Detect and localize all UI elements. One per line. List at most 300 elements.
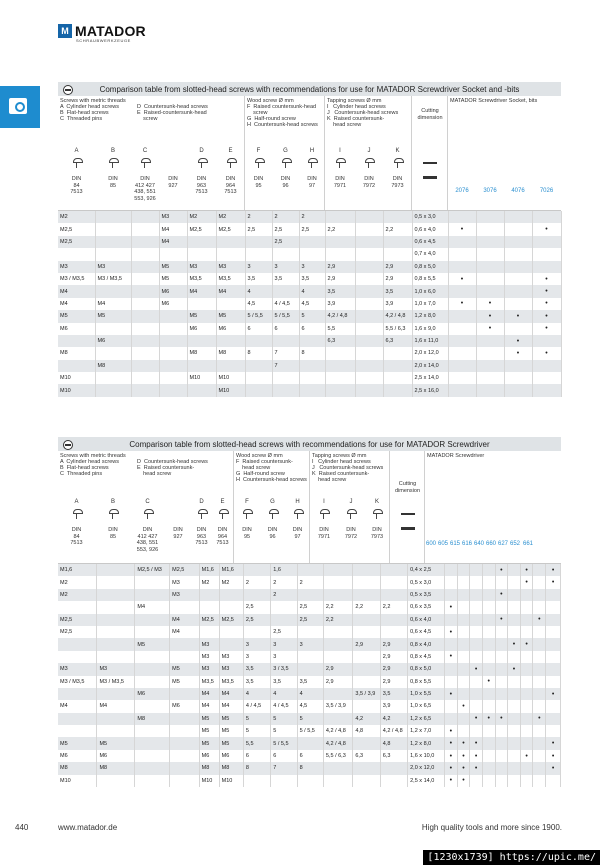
table-cell: M2,5 <box>219 614 243 626</box>
table-cell: 2,9 <box>383 273 412 285</box>
table-cell <box>95 285 131 297</box>
metric-group-legend <box>60 98 126 122</box>
din-standard: DIN 927 <box>173 527 183 540</box>
group-divider <box>244 96 245 210</box>
table-cell <box>520 589 533 601</box>
table-cell <box>482 688 495 700</box>
tapping-group-legend-line: J Countersunk-head screws <box>327 110 399 116</box>
table-cell <box>245 236 272 248</box>
table-cell: M5 <box>170 676 199 688</box>
table-cell <box>297 775 323 787</box>
table-cell: 2 <box>245 211 272 223</box>
table-cell <box>95 223 131 235</box>
table-cell <box>444 614 457 626</box>
table-cell: 2 <box>299 211 325 223</box>
table-cell <box>199 589 219 601</box>
table-cell <box>95 384 131 396</box>
table-row <box>58 335 561 347</box>
table-cell <box>495 638 508 650</box>
table-cell <box>297 663 323 675</box>
table-cell: M10 <box>216 384 245 396</box>
table-cell: • <box>532 323 561 335</box>
table-cell <box>495 601 508 613</box>
table-cell: 1,2 x 8,0 <box>408 737 445 749</box>
table-cell: M8 <box>216 347 245 359</box>
table-cell <box>58 360 95 372</box>
table-cell <box>325 248 355 260</box>
table-cell <box>520 663 533 675</box>
table-cell: M5 <box>187 310 216 322</box>
table-cell <box>323 626 352 638</box>
table-cell: M3,5 <box>219 676 243 688</box>
tapping-group-legend <box>327 98 398 128</box>
table-cell <box>470 626 483 638</box>
table-cell <box>323 651 352 663</box>
table-cell: M2 <box>58 576 97 588</box>
table-cell <box>323 638 352 650</box>
table-cell <box>532 360 561 372</box>
table-cell: 3,9 <box>325 298 355 310</box>
table-cell: • <box>532 285 561 297</box>
table-cell <box>546 663 561 675</box>
table-cell <box>380 762 407 774</box>
table-cell <box>470 651 483 663</box>
table-cell <box>457 725 470 737</box>
metric-group-legend-line: A Cylinder head screws <box>60 104 119 110</box>
table-cell: M10 <box>219 775 243 787</box>
table-cell: 1,6 x 10,0 <box>408 750 445 762</box>
din-standard: DIN 963 7513 <box>195 527 208 546</box>
table-cell: 2,5 <box>299 223 325 235</box>
table-cell <box>495 626 508 638</box>
table-cell <box>131 223 159 235</box>
table-cell: 4,8 <box>353 725 380 737</box>
table-cell: M5 <box>58 737 97 749</box>
table-cell: M4 <box>159 236 187 248</box>
tapping-group-legend <box>312 453 383 483</box>
table-cell <box>131 261 159 273</box>
screw-type-letter: F <box>245 499 249 505</box>
table-cell <box>457 626 470 638</box>
table-cell: M8 <box>187 347 216 359</box>
table-cell <box>476 211 504 223</box>
table-cell <box>508 737 521 749</box>
table-cell: 2,0 x 12,0 <box>408 762 445 774</box>
din-standard: DIN 412 427 438, 551 553, 926 <box>134 176 156 202</box>
table-cell: 3 <box>243 651 270 663</box>
table-socket-bits <box>58 82 561 397</box>
table-row <box>58 601 561 613</box>
table-cell: M10 <box>187 372 216 384</box>
tool-size-header: 600 <box>425 541 436 547</box>
table-cell <box>58 725 97 737</box>
table-cell <box>546 700 561 712</box>
table-cell: 8 <box>243 762 270 774</box>
table-cell: • <box>546 762 561 774</box>
din-standard: DIN 95 <box>242 527 252 540</box>
section-tab-socket-icon <box>0 86 40 128</box>
table-cell <box>131 335 159 347</box>
table-cell: 1,2 x 8,0 <box>412 310 448 322</box>
table-cell: M2,5 <box>58 223 95 235</box>
table-row <box>58 775 561 787</box>
table-cell <box>533 688 546 700</box>
table-cell <box>533 576 546 588</box>
table-cell: 5,5 / 6,3 <box>323 750 352 762</box>
table-cell: M3 <box>170 576 199 588</box>
table-cell: M3 <box>58 663 97 675</box>
table-cell <box>532 372 561 384</box>
tool-header: MATADOR Screwdriver Socket, bits <box>450 98 538 104</box>
table-cell: 2 <box>272 211 299 223</box>
table-cell: M3 <box>170 589 199 601</box>
table-cell <box>504 384 532 396</box>
table-cell <box>504 211 532 223</box>
table-cell: 4 <box>245 285 272 297</box>
group-divider <box>324 96 325 210</box>
table-cell: • <box>444 601 457 613</box>
table-cell: M2,5 / M3 <box>135 564 170 576</box>
footer-url[interactable]: www.matador.de <box>58 823 118 832</box>
screw-type-letter: K <box>374 499 379 505</box>
wood-group-legend-line: G Half-round screw <box>247 116 296 122</box>
screw-type-letter: H <box>309 148 315 154</box>
table-cell: • <box>457 775 470 787</box>
table-cell <box>297 626 323 638</box>
tool-size-header: 4076 <box>511 188 525 194</box>
screw-type-letter: B <box>110 499 115 505</box>
screw-type-letter: G <box>283 148 288 154</box>
table-cell <box>97 626 135 638</box>
screw-head-icon <box>226 158 236 168</box>
table-cell <box>97 638 135 650</box>
table-cell <box>476 384 504 396</box>
table-cell: M5 <box>58 310 95 322</box>
table-cell: M4 <box>97 700 135 712</box>
table-cell: 0,5 x 3,0 <box>412 211 448 223</box>
table-cell <box>448 285 476 297</box>
din-standard: DIN 85 <box>108 176 118 189</box>
table-cell <box>159 323 187 335</box>
table-cell: 5,5 <box>243 737 270 749</box>
table-cell <box>457 576 470 588</box>
screw-type-letter: E <box>228 148 233 154</box>
table-cell <box>95 248 131 260</box>
table-cell: M6 <box>97 750 135 762</box>
table-cell: M4 <box>219 688 243 700</box>
table-cell <box>457 713 470 725</box>
table-cell: M1,6 <box>58 564 97 576</box>
table-cell: 1,2 x 7,0 <box>408 725 445 737</box>
screw-head-icon <box>372 509 382 519</box>
din-standard: DIN 7972 <box>344 527 358 540</box>
table-cell: 2,5 <box>245 223 272 235</box>
table-cell <box>323 713 352 725</box>
screw-type-letter: D <box>199 148 204 154</box>
table-cell: • <box>520 638 533 650</box>
table-cell: • <box>444 737 457 749</box>
screw-head-icon <box>197 158 207 168</box>
table-cell: 6 <box>299 323 325 335</box>
table-cell: M2,5 <box>216 223 245 235</box>
table-cell <box>383 360 412 372</box>
table-cell <box>508 775 521 787</box>
table-cell <box>355 223 383 235</box>
table-cell <box>355 285 383 297</box>
table-cell <box>495 576 508 588</box>
table-cell <box>216 236 245 248</box>
table-cell: • <box>457 750 470 762</box>
table-cell: M3 <box>199 651 219 663</box>
brand-subtitle: SCHRAUBWERKZEUGE <box>76 38 131 43</box>
table-cell: • <box>444 762 457 774</box>
table-cell: 3,5 / 3,9 <box>353 688 380 700</box>
table-cell <box>97 589 135 601</box>
table-cell: 3,9 <box>380 700 407 712</box>
table-cell: M5 <box>97 737 135 749</box>
tool-size-header: 2076 <box>455 188 469 194</box>
table-cell: M3 / M3,5 <box>97 676 135 688</box>
table-cell <box>271 775 297 787</box>
table-cell <box>243 626 270 638</box>
table-cell <box>546 626 561 638</box>
table-cell: 4,5 <box>297 700 323 712</box>
table-cell: 2,5 <box>243 601 270 613</box>
table-cell <box>380 626 407 638</box>
table-cell: 3 <box>271 651 297 663</box>
table-cell: M3,5 <box>199 676 219 688</box>
table-cell <box>135 589 170 601</box>
table-cell: M3,5 <box>216 273 245 285</box>
metric-group-legend-2-line: D Countersunk-head screws <box>137 459 208 465</box>
table-cell: 0,6 x 4,0 <box>412 223 448 235</box>
din-standard: DIN 97 <box>307 176 317 189</box>
table-cell <box>299 360 325 372</box>
table-cell <box>482 700 495 712</box>
table-cell <box>131 347 159 359</box>
screw-head-icon <box>346 509 356 519</box>
din-standard: DIN 96 <box>267 527 278 540</box>
table-cell: 4,2 / 4,8 <box>325 310 355 322</box>
table-cell: 6,3 <box>383 335 412 347</box>
table-cell <box>520 626 533 638</box>
table-row <box>58 762 561 774</box>
table-cell <box>216 335 245 347</box>
table-cell: M5 <box>199 725 219 737</box>
cut-line: Cutting <box>421 108 439 114</box>
table-cell: • <box>508 638 521 650</box>
table-cell <box>135 762 170 774</box>
table-cell <box>355 236 383 248</box>
table-cell <box>495 750 508 762</box>
table-cell: M5 <box>159 261 187 273</box>
table-cell: 0,8 x 5,5 <box>412 273 448 285</box>
table-cell <box>476 236 504 248</box>
table-cell <box>131 298 159 310</box>
table-cell: 5 <box>297 713 323 725</box>
din-standard: DIN 97 <box>292 527 303 540</box>
table-cell <box>272 285 299 297</box>
table-cell: 4 <box>243 688 270 700</box>
table-cell <box>380 576 407 588</box>
table-cell <box>95 372 131 384</box>
table-cell: • <box>448 298 476 310</box>
table-cell: 4 <box>299 285 325 297</box>
table-cell <box>355 384 383 396</box>
blade-thickness-icon <box>401 527 415 530</box>
table-cell: • <box>504 335 532 347</box>
table-cell <box>457 676 470 688</box>
table-cell <box>272 372 299 384</box>
table-cell <box>495 700 508 712</box>
table-cell <box>355 273 383 285</box>
table-cell <box>58 688 97 700</box>
table-cell <box>325 360 355 372</box>
table-cell <box>508 651 521 663</box>
table-cell <box>353 737 380 749</box>
table-cell: 4,2 / 4,8 <box>383 310 412 322</box>
table-header <box>58 451 561 564</box>
table-cell: 4,5 <box>299 298 325 310</box>
table-cell <box>353 626 380 638</box>
table-cell: 5 / 5,5 <box>245 310 272 322</box>
table-cell <box>508 713 521 725</box>
slotted-head-icon <box>63 440 73 450</box>
table-cell: M2 <box>58 211 95 223</box>
table-cell: 2,5 x 16,0 <box>412 384 448 396</box>
screw-head-icon <box>108 509 118 519</box>
table-cell <box>508 601 521 613</box>
table-cell <box>520 725 533 737</box>
table-cell <box>272 335 299 347</box>
table-cell <box>532 384 561 396</box>
table-cell: 3,5 <box>297 676 323 688</box>
table-cell: 5 <box>271 713 297 725</box>
screw-head-icon <box>335 158 345 168</box>
table-cell <box>482 576 495 588</box>
table-cell: 0,6 x 4,5 <box>408 626 445 638</box>
table-cell <box>470 700 483 712</box>
table-cell <box>271 614 297 626</box>
table-cell: 5 <box>271 725 297 737</box>
table-cell <box>355 335 383 347</box>
table-cell: 2 <box>243 576 270 588</box>
screw-type-letter: J <box>367 148 371 154</box>
table-cell: • <box>448 273 476 285</box>
table-cell: 4,2 / 4,8 <box>380 725 407 737</box>
table-cell: • <box>532 298 561 310</box>
table-cell: M6 <box>216 323 245 335</box>
table-cell: M3 <box>95 261 131 273</box>
tool-size-header: 660 <box>485 541 496 547</box>
table-cell: M4 <box>219 700 243 712</box>
table-cell <box>297 564 323 576</box>
table-cell: 1,2 x 6,5 <box>408 713 445 725</box>
table-cell <box>448 360 476 372</box>
table-cell: M6 <box>219 750 243 762</box>
table-cell: M6 <box>135 688 170 700</box>
table-cell <box>533 700 546 712</box>
table-cell <box>187 360 216 372</box>
table-cell: M5 <box>199 737 219 749</box>
table-cell: • <box>444 651 457 663</box>
table-header <box>58 96 561 211</box>
table-cell: M10 <box>199 775 219 787</box>
page-number: 440 <box>15 823 29 832</box>
table-cell: M6 <box>170 700 199 712</box>
table-row <box>58 248 561 260</box>
table-cell <box>299 384 325 396</box>
table-cell <box>508 626 521 638</box>
screw-type-letter: B <box>110 148 115 154</box>
table-cell <box>508 676 521 688</box>
table-cell <box>135 700 170 712</box>
table-row <box>58 261 561 273</box>
table-cell: M4 <box>199 700 219 712</box>
table-cell <box>495 651 508 663</box>
table-cell: 2,2 <box>383 223 412 235</box>
table-cell: 7 <box>272 360 299 372</box>
table-cell <box>482 775 495 787</box>
table-row <box>58 211 561 223</box>
table-cell: M3 / M3,5 <box>58 273 95 285</box>
metric-group-legend-2-line: screw <box>137 116 158 122</box>
table-cell: 0,6 x 3,5 <box>408 601 445 613</box>
table-cell <box>495 762 508 774</box>
table-cell <box>353 663 380 675</box>
table-row <box>58 564 561 576</box>
table-cell <box>504 372 532 384</box>
table-cell <box>159 372 187 384</box>
table-cell <box>383 248 412 260</box>
table-cell <box>272 384 299 396</box>
table-cell <box>482 589 495 601</box>
table-cell <box>383 347 412 359</box>
table-row <box>58 223 561 235</box>
table-cell: • <box>470 750 483 762</box>
table-cell: 5,5 / 6,3 <box>383 323 412 335</box>
table-cell <box>532 248 561 260</box>
tool-size-header: 640 <box>473 541 484 547</box>
blade-width-icon <box>423 162 437 164</box>
table-cell: M2,5 <box>199 614 219 626</box>
tool-size-header: 615 <box>449 541 460 547</box>
brand-mark-icon: M <box>58 24 72 38</box>
table-cell <box>199 601 219 613</box>
table-cell: 2,2 <box>353 601 380 613</box>
table-cell <box>546 676 561 688</box>
table-cell: • <box>470 737 483 749</box>
table-cell: • <box>444 775 457 787</box>
tapping-group-legend-line: Tapping screws Ø mm <box>312 453 367 459</box>
table-cell <box>135 725 170 737</box>
table-cell: M10 <box>58 372 95 384</box>
din-standard: DIN 964 7513 <box>224 176 237 195</box>
table-cell <box>135 663 170 675</box>
table-cell: 6,3 <box>380 750 407 762</box>
table-cell <box>353 762 380 774</box>
group-divider <box>411 96 412 210</box>
table-cell: M5 <box>170 663 199 675</box>
table-cell: 3,5 / 3,9 <box>323 700 352 712</box>
table-cell <box>380 564 407 576</box>
table-cell <box>532 211 561 223</box>
table-cell <box>187 298 216 310</box>
table-cell: 2,2 <box>380 601 407 613</box>
table-cell <box>299 236 325 248</box>
table-cell: • <box>546 688 561 700</box>
table-cell <box>353 775 380 787</box>
